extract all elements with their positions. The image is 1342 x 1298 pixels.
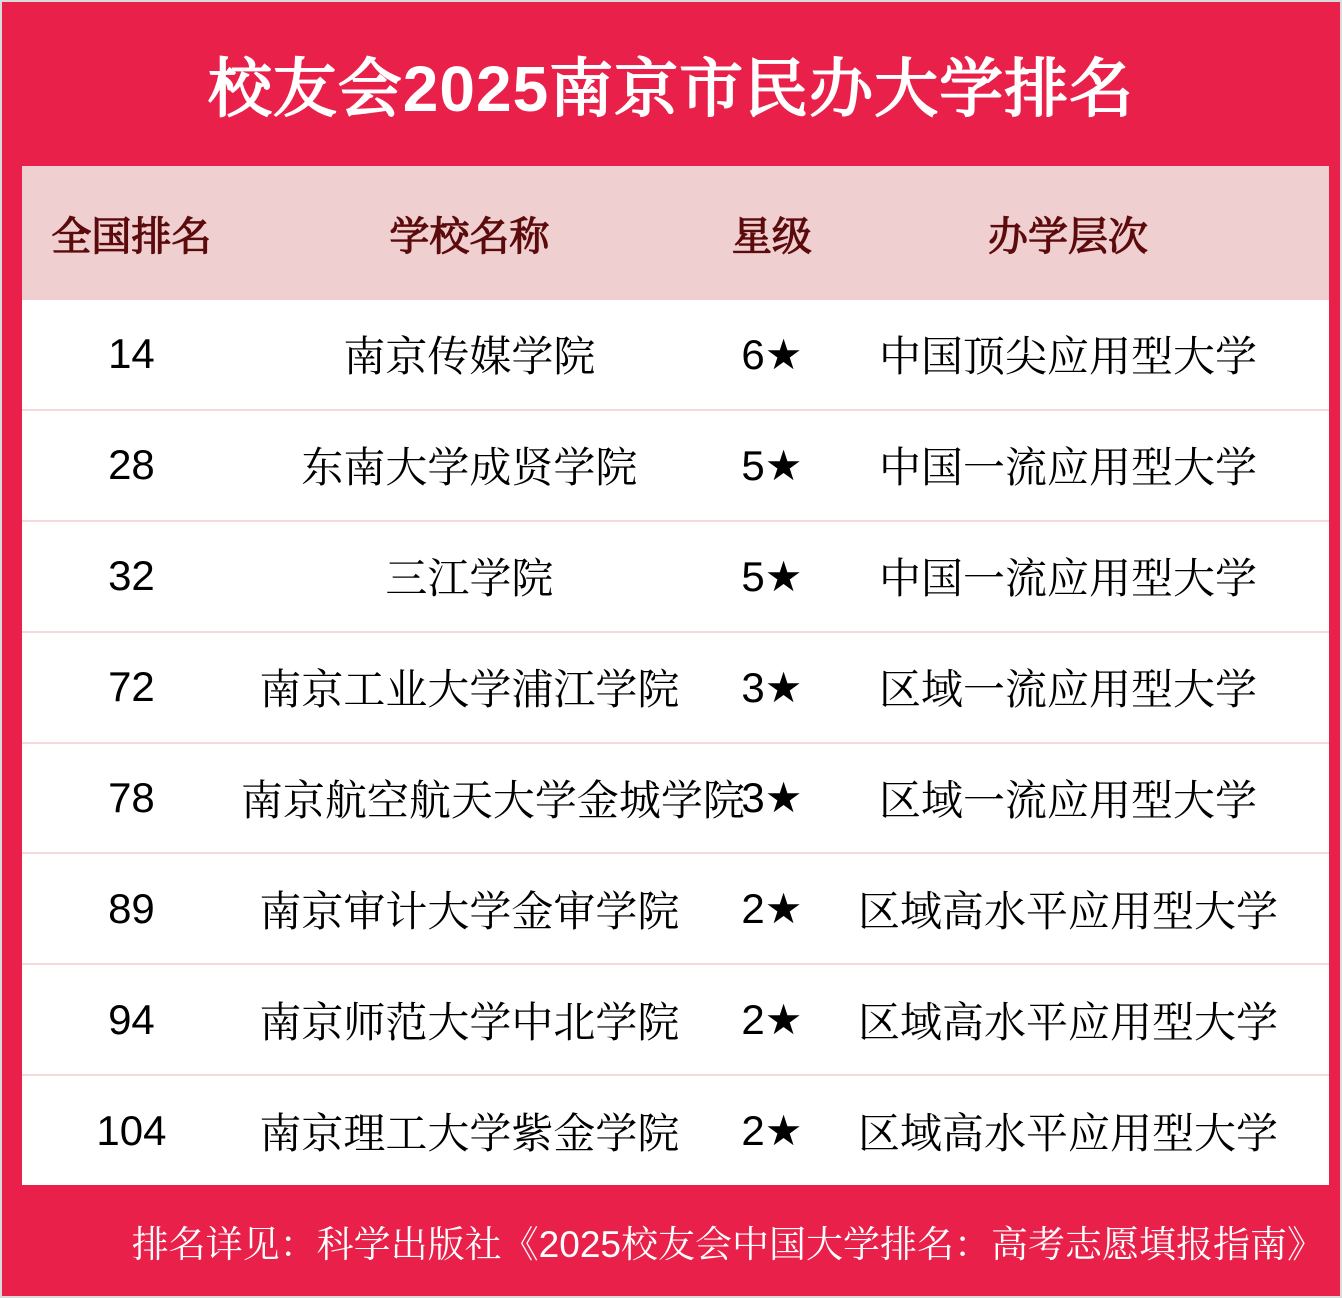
table-row (22, 742, 1329, 853)
rank-cell: 94 (108, 995, 155, 1043)
rank-cell: 78 (108, 773, 155, 821)
level-cell: 区域高水平应用型大学 (857, 1109, 1278, 1157)
school-name-cell: 南京航空航天大学金城学院 (240, 776, 745, 824)
table-row (22, 409, 1329, 520)
school-name-cell: 南京师范大学中北学院 (259, 998, 680, 1046)
level-cell: 中国一流应用型大学 (878, 555, 1257, 603)
footer-note: 排名详见：科学出版社《2025校友会中国大学排名：高考志愿填报指南》 (131, 1223, 1324, 1265)
star-rating-cell: 6★ (741, 330, 803, 378)
star-rating-cell: 3★ (741, 774, 803, 822)
level-cell: 区域一流应用型大学 (878, 666, 1257, 714)
rank-cell: 72 (108, 663, 155, 711)
title-band (2, 2, 1340, 166)
rank-cell: 28 (108, 441, 155, 489)
star-rating-cell: 5★ (741, 552, 803, 600)
table-row (22, 300, 1329, 409)
column-header-school: 学校名称 (389, 214, 550, 259)
table-row (22, 1074, 1329, 1185)
star-rating-cell: 2★ (741, 885, 803, 933)
level-cell: 区域高水平应用型大学 (857, 998, 1278, 1046)
rank-cell: 104 (96, 1106, 167, 1154)
table-body (22, 300, 1329, 1185)
table-row (22, 963, 1329, 1074)
table-row (22, 520, 1329, 631)
table-row (22, 852, 1329, 963)
column-header-level: 办学层次 (987, 214, 1148, 259)
level-cell: 中国顶尖应用型大学 (878, 333, 1257, 381)
star-rating-cell: 3★ (741, 663, 803, 711)
footer-band (2, 1185, 1340, 1296)
level-cell: 区域一流应用型大学 (878, 776, 1257, 824)
level-cell: 中国一流应用型大学 (878, 444, 1257, 492)
school-name-cell: 南京审计大学金审学院 (259, 887, 680, 935)
level-cell: 区域高水平应用型大学 (857, 887, 1278, 935)
star-rating-cell: 2★ (741, 1107, 803, 1155)
rank-cell: 14 (108, 330, 155, 378)
rank-cell: 89 (108, 884, 155, 932)
school-name-cell: 南京传媒学院 (343, 333, 596, 381)
school-name-cell: 东南大学成贤学院 (301, 444, 638, 492)
school-name-cell: 南京工业大学浦江学院 (259, 666, 680, 714)
column-header-rank: 全国排名 (51, 214, 212, 259)
ranking-table (22, 166, 1329, 1185)
star-rating-cell: 5★ (741, 441, 803, 489)
rank-cell: 32 (108, 552, 155, 600)
table-header-row (22, 166, 1329, 300)
column-header-stars: 星级 (731, 214, 812, 259)
table-row (22, 631, 1329, 742)
star-rating-cell: 2★ (741, 996, 803, 1044)
school-name-cell: 三江学院 (385, 555, 554, 603)
school-name-cell: 南京理工大学紫金学院 (259, 1109, 680, 1157)
page-title: 校友会2025南京市民办大学排名 (207, 53, 1135, 125)
